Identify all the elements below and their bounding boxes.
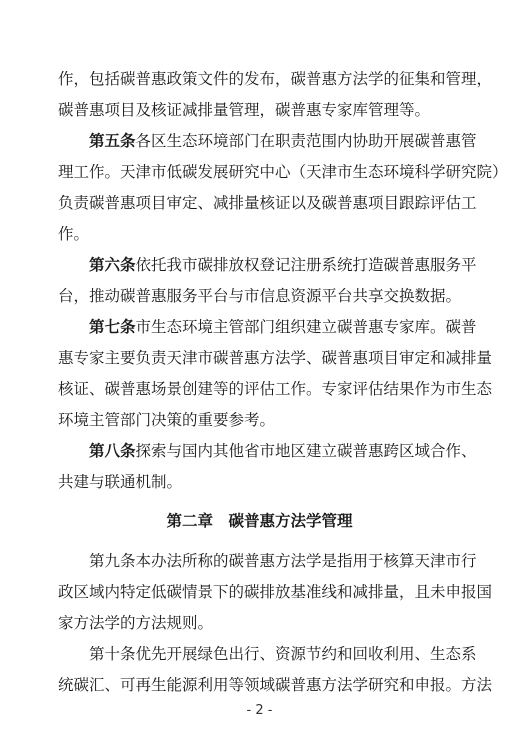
article-5-text: 各区生态环境部门在职责范围内协助开展碳普惠管 <box>135 132 477 150</box>
article-7-first-line <box>89 316 477 338</box>
article-5-label: 第五条 <box>89 132 136 150</box>
article-10-label: 第十条 <box>89 645 136 663</box>
article-8-first-line <box>89 440 477 462</box>
body-text-line: 家方法学的方法规则。 <box>58 614 214 632</box>
article-10-text: 优先开展绿色出行、资源节约和回收利用、生态系 <box>135 645 477 663</box>
article-6-first-line <box>89 254 477 276</box>
article-7-label: 第七条 <box>89 318 136 336</box>
body-text-line: 政区域内特定低碳情景下的碳排放基准线和减排量，且未申报国 <box>58 583 493 601</box>
body-text-line: 作，包括碳普惠政策文件的发布，碳普惠方法学的征集和管理， <box>58 70 493 88</box>
body-text-line: 环境主管部门决策的重要参考。 <box>58 411 276 429</box>
article-9-text: 本办法所称的碳普惠方法学是指用于核算天津市行 <box>135 552 477 570</box>
article-8-text: 探索与国内其他省市地区建立碳普惠跨区域合作、 <box>135 442 477 460</box>
article-8-label: 第八条 <box>89 442 136 460</box>
body-text-line: 作。 <box>58 225 90 243</box>
body-text-line: 负责碳普惠项目审定、减排量核证以及碳普惠项目跟踪评估工 <box>58 194 477 212</box>
article-7-text: 市生态环境主管部门组织建立碳普惠专家库。碳普 <box>135 318 477 336</box>
page-number: - 2 - <box>246 703 273 718</box>
article-6-label: 第六条 <box>89 256 136 274</box>
article-5-first-line <box>89 130 477 152</box>
article-10-first-line <box>89 643 477 665</box>
body-text-line: 核证、碳普惠场景创建等的评估工作。专家评估结果作为市生态 <box>58 380 493 398</box>
article-9-first-line <box>89 550 477 572</box>
body-text-line: 统碳汇、可再生能源利用等领域碳普惠方法学研究和申报。方法 <box>58 676 493 694</box>
body-text-line: 惠专家主要负责天津市碳普惠方法学、碳普惠项目审定和减排量 <box>58 349 493 367</box>
article-9-label: 第九条 <box>89 552 136 570</box>
body-text-line: 理工作。天津市低碳发展研究中心（天津市生态环境科学研究院） <box>58 163 508 181</box>
body-text-line: 台，推动碳普惠服务平台与市信息资源平台共享交换数据。 <box>58 287 462 305</box>
body-text-line: 碳普惠项目及核证减排量管理，碳普惠专家库管理等。 <box>58 101 431 119</box>
chapter-heading: 第二章 碳普惠方法学管理 <box>166 512 353 530</box>
body-text-line: 共建与联通机制。 <box>58 473 183 491</box>
article-6-text: 依托我市碳排放权登记注册系统打造碳普惠服务平 <box>135 256 477 274</box>
